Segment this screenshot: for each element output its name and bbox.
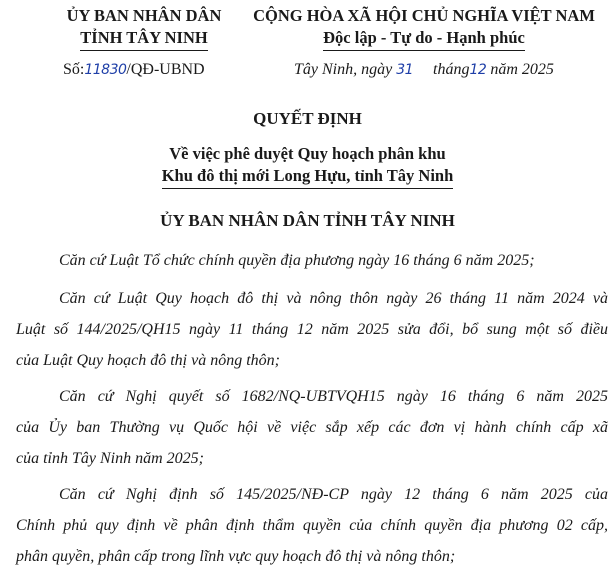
issuing-authority-header	[44, 5, 244, 51]
document-number-suffix: /QĐ-UBND	[126, 61, 205, 78]
document-number-handwritten: 11830	[84, 62, 127, 78]
paragraph-line: của tỉnh Tây Ninh năm 2025;	[16, 450, 204, 467]
date-day-handwritten: 31	[396, 62, 414, 78]
paragraph-line: phân quyền, phân cấp trong lĩnh vực quy hoạch đô thị và nông thôn;	[16, 548, 456, 565]
paragraph-line: Căn cứ Luật Tổ chức chính quyền địa phương ngày 16 tháng 6 năm 2025;	[59, 252, 535, 269]
document-number-prefix: Số:	[63, 61, 85, 78]
national-title: CỘNG HÒA XÃ HỘI CHỦ NGHĨA VIỆT NAM	[253, 6, 595, 25]
legal-basis-paragraph	[16, 245, 608, 276]
document-number	[63, 59, 205, 81]
national-motto: Độc lập - Tự do - Hạnh phúc	[323, 27, 525, 51]
paragraph-line: Căn cứ Luật Quy hoạch đô thị và nông thôn ngày 26 tháng 11 năm 2024 và	[59, 290, 608, 307]
legal-basis-paragraph	[16, 479, 608, 572]
paragraph-line: của Luật Quy hoạch đô thị và nông thôn;	[16, 352, 280, 369]
paragraph-line: Chính phủ quy định về phân định thẩm quyền của chính quyền địa phương 02 cấp,	[16, 517, 608, 534]
date-year: năm 2025	[486, 61, 554, 78]
paragraph-line: Luật số 144/2025/QH15 ngày 11 tháng 12 năm 2025 sửa đổi, bổ sung một số điều	[16, 321, 608, 338]
date-month-handwritten: 12	[469, 62, 487, 78]
date-line	[294, 59, 554, 81]
document-subject	[0, 143, 615, 189]
issuing-body-heading: ỦY BAN NHÂN DÂN TỈNH TÂY NINH	[160, 211, 455, 230]
paragraph-line: của Ủy ban Thường vụ Quốc hội về việc sắp xếp các đơn vị hành chính cấp xã	[16, 419, 608, 436]
national-header	[238, 5, 610, 51]
paragraph-line: Căn cứ Nghị quyết số 1682/NQ-UBTVQH15 ngày 16 tháng 6 năm 2025	[59, 388, 608, 405]
date-place: Tây Ninh, ngày	[294, 61, 397, 78]
date-month-label: tháng	[433, 61, 470, 78]
subject-line2: Khu đô thị mới Long Hựu, tỉnh Tây Ninh	[162, 165, 454, 189]
issuing-authority-line2: TỈNH TÂY NINH	[80, 27, 207, 51]
subject-line1: Về việc phê duyệt Quy hoạch phân khu	[169, 144, 446, 163]
issuing-authority-line1: ỦY BAN NHÂN DÂN	[66, 6, 222, 25]
paragraph-line: Căn cứ Nghị định số 145/2025/NĐ-CP ngày 12 tháng 6 năm 2025 của	[59, 486, 608, 503]
legal-basis-paragraph	[16, 381, 608, 474]
document-title: QUYẾT ĐỊNH	[253, 109, 362, 128]
legal-basis-paragraph	[16, 283, 608, 376]
